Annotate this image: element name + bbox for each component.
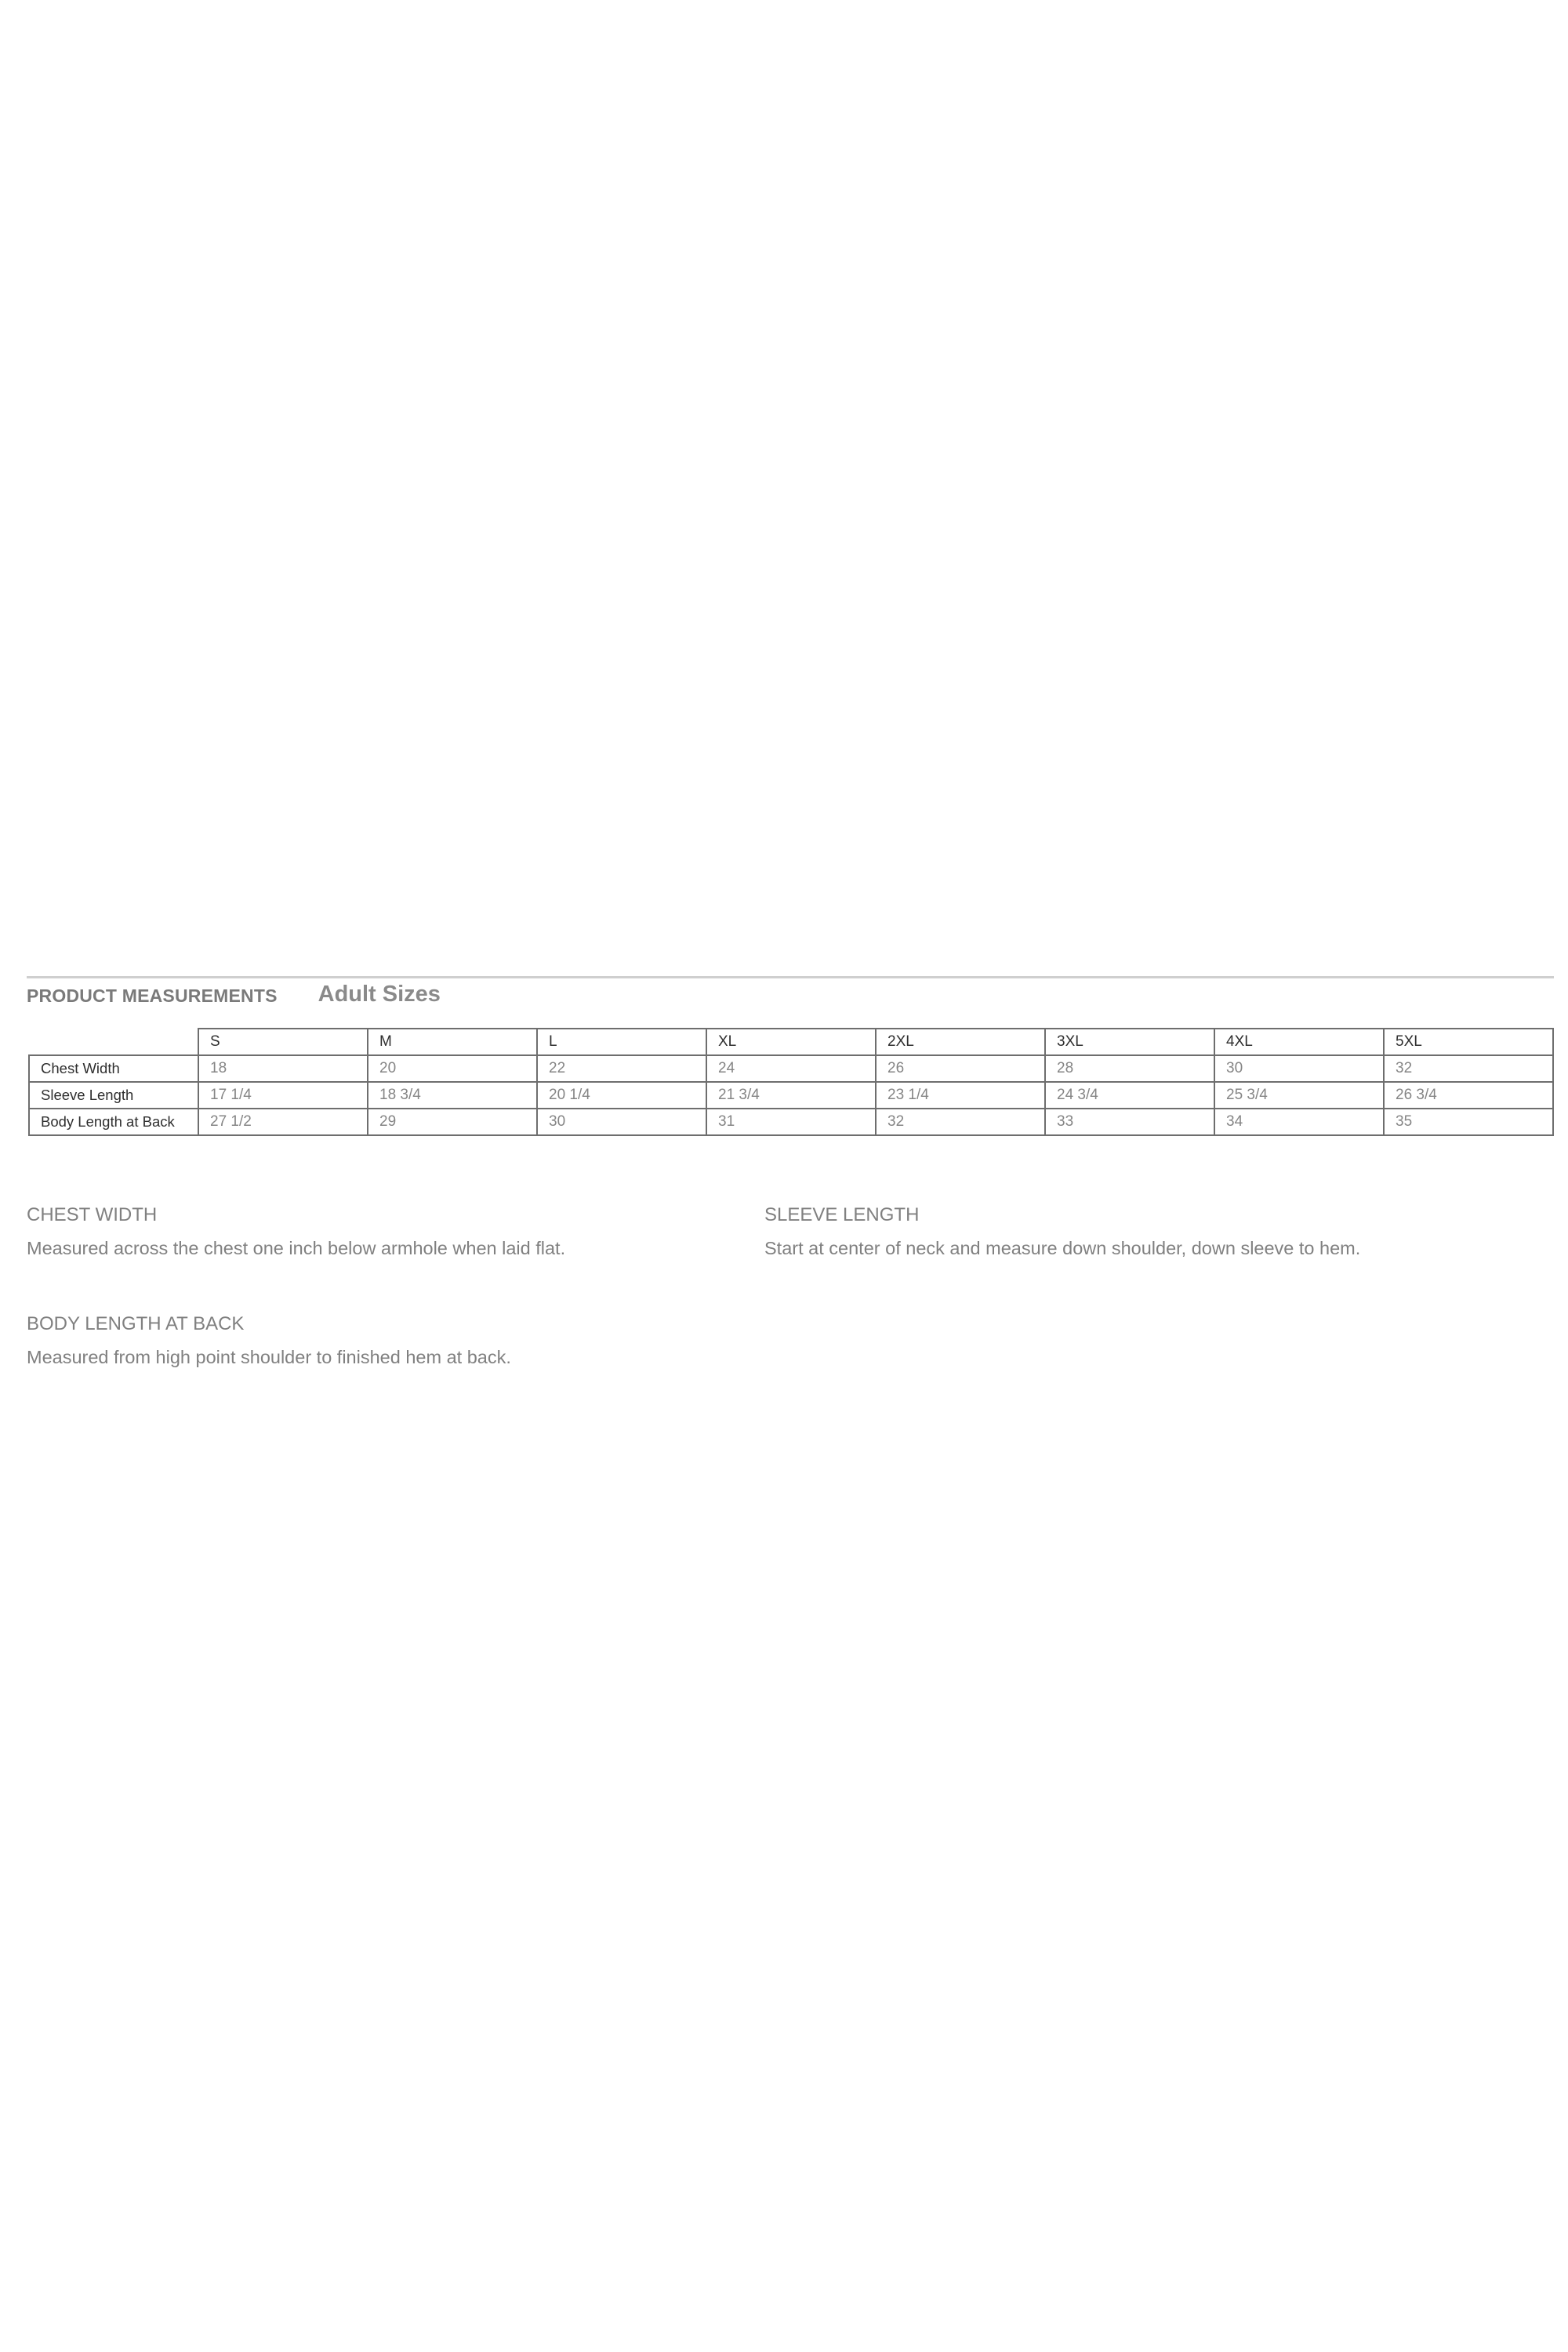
table-cell: 31 xyxy=(706,1109,876,1135)
table-cell: 32 xyxy=(876,1109,1045,1135)
table-cell: 23 1/4 xyxy=(876,1082,1045,1109)
description-title: SLEEVE LENGTH xyxy=(764,1204,920,1225)
description-title: CHEST WIDTH xyxy=(27,1204,158,1225)
size-header: XL xyxy=(706,1029,876,1055)
section-divider xyxy=(27,976,1554,978)
table-cell: 26 xyxy=(876,1055,1045,1082)
table-cell: 18 xyxy=(198,1055,368,1082)
section-heading xyxy=(27,980,441,1011)
size-header: 3XL xyxy=(1045,1029,1214,1055)
description-text: Measured from high point shoulder to finished hem at back. xyxy=(27,1347,511,1367)
size-header: S xyxy=(198,1029,368,1055)
row-label: Sleeve Length xyxy=(29,1082,198,1109)
table-cell: 20 1/4 xyxy=(537,1082,706,1109)
table-cell: 26 3/4 xyxy=(1384,1082,1553,1109)
table-cell: 32 xyxy=(1384,1055,1553,1082)
table-cell: 30 xyxy=(537,1109,706,1135)
table-cell: 22 xyxy=(537,1055,706,1082)
body-length-description xyxy=(27,1312,717,1369)
size-header: 4XL xyxy=(1214,1029,1384,1055)
table-cell: 28 xyxy=(1045,1055,1214,1082)
table-header-row xyxy=(29,1029,1553,1055)
size-header: M xyxy=(368,1029,537,1055)
description-text: Measured across the chest one inch below armhole when laid flat. xyxy=(27,1238,566,1258)
section-subtitle: Adult Sizes xyxy=(318,981,441,1007)
row-label: Chest Width xyxy=(29,1055,198,1082)
chest-width-description xyxy=(27,1203,717,1260)
table-cell: 24 xyxy=(706,1055,876,1082)
sleeve-length-description xyxy=(764,1203,1548,1260)
table-cell: 33 xyxy=(1045,1109,1214,1135)
description-title: BODY LENGTH AT BACK xyxy=(27,1313,245,1334)
table-cell: 35 xyxy=(1384,1109,1553,1135)
table-cell: 20 xyxy=(368,1055,537,1082)
table-row xyxy=(29,1109,1553,1135)
table-cell: 29 xyxy=(368,1109,537,1135)
table-cell: 30 xyxy=(1214,1055,1384,1082)
measurements-table xyxy=(28,1028,1554,1136)
table-row xyxy=(29,1055,1553,1082)
description-text: Start at center of neck and measure down shoulder, down sleeve to hem. xyxy=(764,1238,1361,1258)
table-cell: 34 xyxy=(1214,1109,1384,1135)
table-row xyxy=(29,1082,1553,1109)
table-cell: 17 1/4 xyxy=(198,1082,368,1109)
size-header: 2XL xyxy=(876,1029,1045,1055)
table-cell: 21 3/4 xyxy=(706,1082,876,1109)
row-label: Body Length at Back xyxy=(29,1109,198,1135)
table-corner-cell xyxy=(29,1029,198,1055)
size-header: 5XL xyxy=(1384,1029,1553,1055)
table-cell: 18 3/4 xyxy=(368,1082,537,1109)
section-title: PRODUCT MEASUREMENTS xyxy=(27,985,278,1006)
table-cell: 25 3/4 xyxy=(1214,1082,1384,1109)
table-cell: 27 1/2 xyxy=(198,1109,368,1135)
table-cell: 24 3/4 xyxy=(1045,1082,1214,1109)
size-header: L xyxy=(537,1029,706,1055)
